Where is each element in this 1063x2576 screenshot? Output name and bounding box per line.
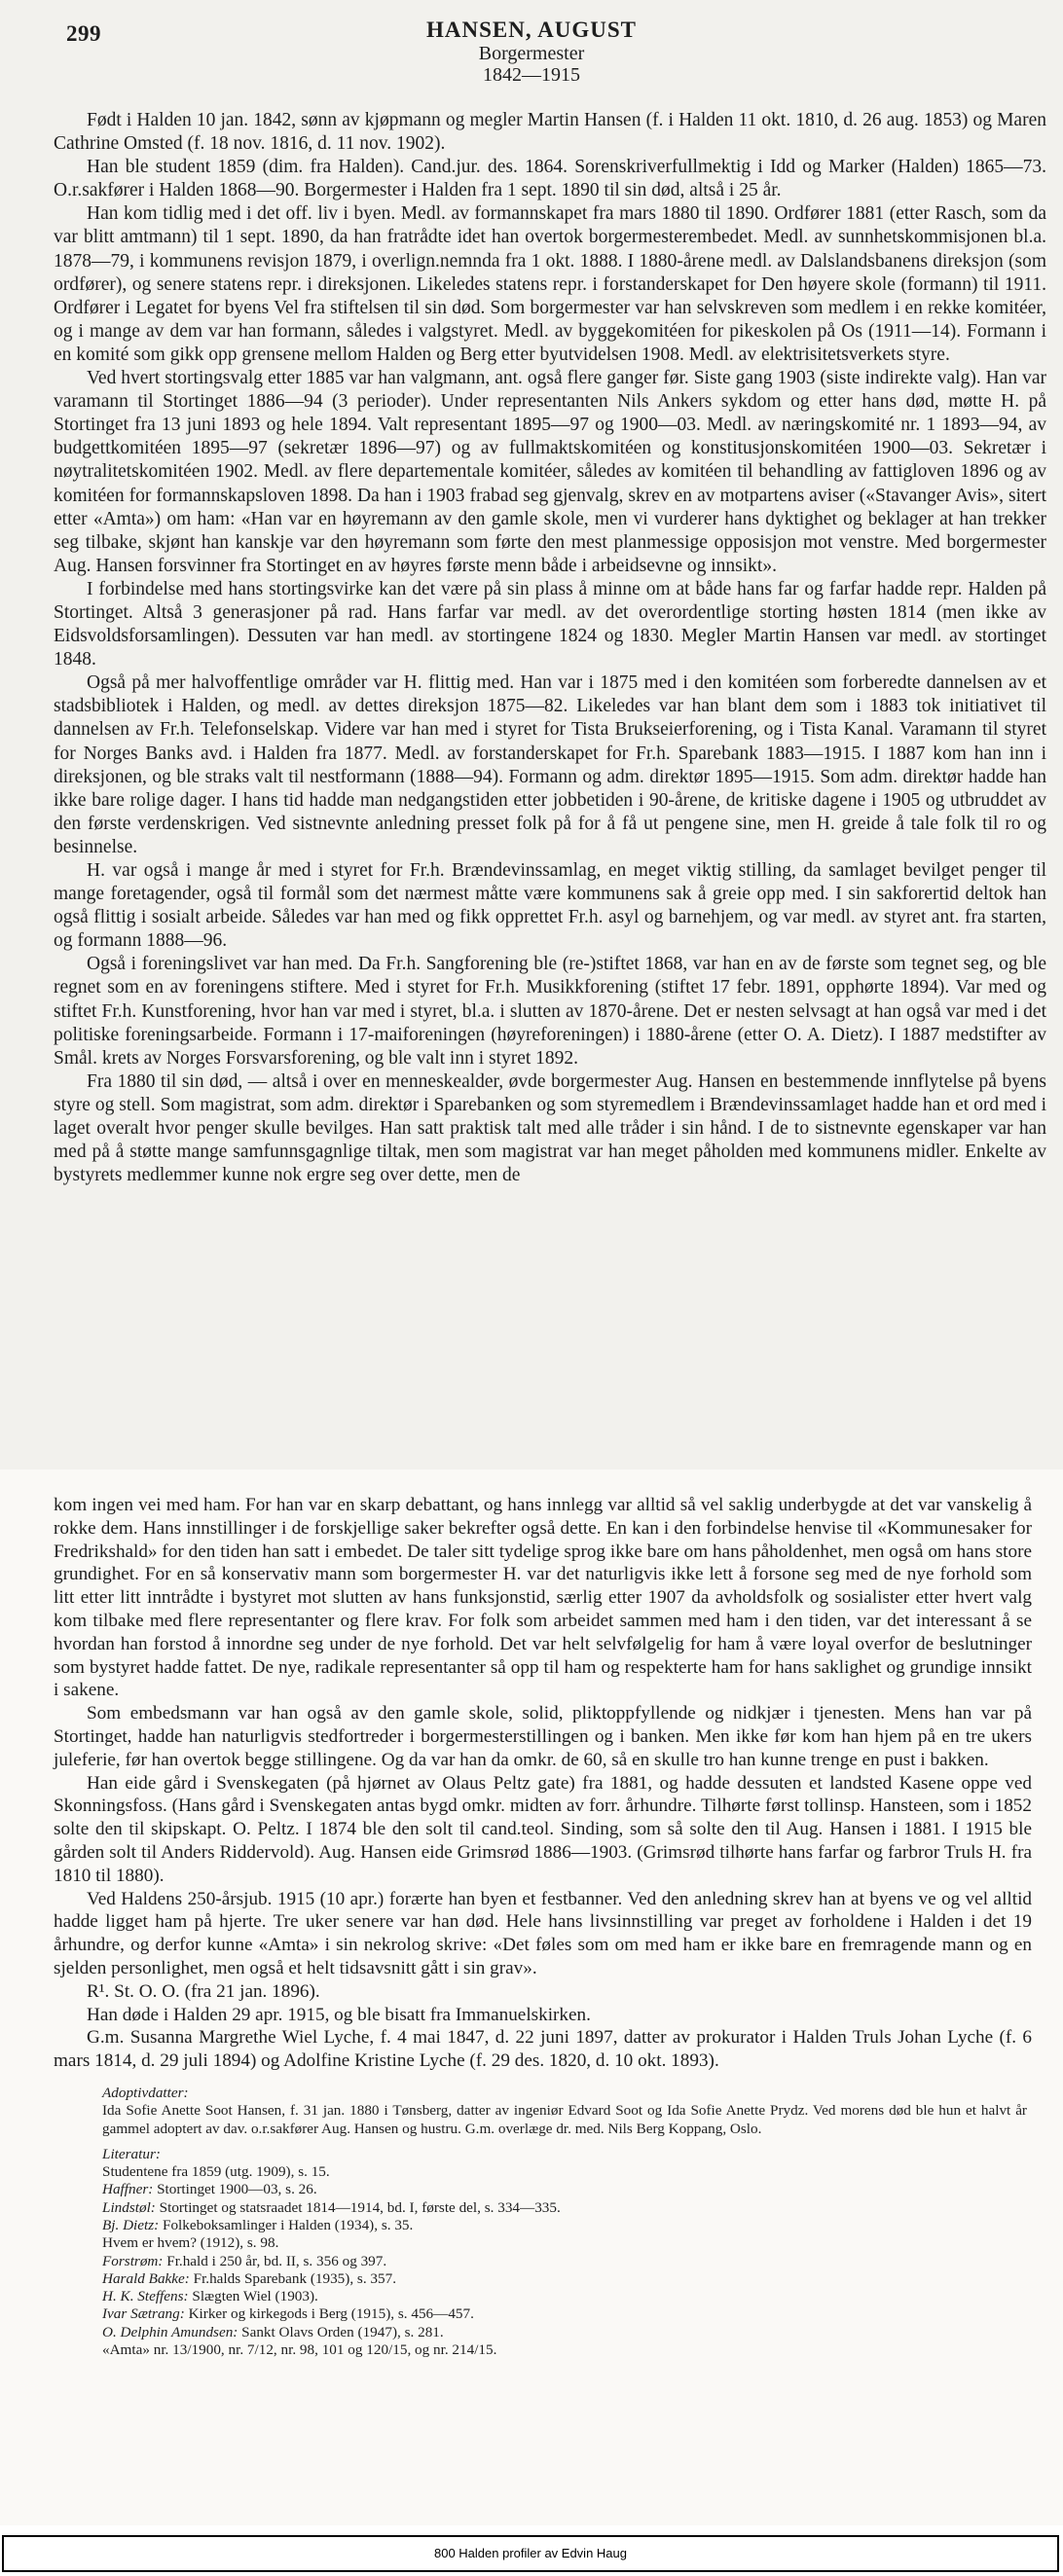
- adopted-text: Ida Sofie Anette Soot Hansen, f. 31 jan. 1880 i Tønsberg, datter av ingeniør Edvard Soot og Ida Sofie Anette Prydz. Ved morens død ble hun et halvt år gammel adoptert av dav. o.r.sakfører Aug. Hansen og hustru. G.m. overlæge dr. med. Nils Berg Koppang, Oslo.: [102, 2102, 1027, 2137]
- paragraph: Han kom tidlig med i det off. liv i byen. Medl. av formannskapet fra mars 1880 til 1890. Ordfører 1881 (etter Rasch, som da var blitt amtmann) til 1 sept. 1890, da han fratrådte idet han overtok borgermesterembedet. Medl. av sunnhetskommisjonen bl.a. 1878—79, i kommunens revisjon 1879, i overlign.nemnda fra 1 okt. 1888. I 1880-årene medl. av Dalslandsbanens direksjon (som ordfører), og senere statens repr. i direksjonen. Likeledes statens repr. i forstanderskapet for Den høyere skole (formann) til 1911. Ordfører i Legatet for byens Vel fra stiftelsen til sin død. Som borgermester var han selvskreven som medlem i en rekke komitéer, og i mange av dem var han formann, således i valgstyret. Medl. av byggekomitéen for pikeskolen på Os (1911—14). Formann i en komité som gikk opp grensene mellom Halden og Berg etter byutvidelsen 1908. Medl. av elektrisitetsverkets styre.: [54, 203, 1046, 365]
- entry-header: [0, 18, 1063, 86]
- footer-caption: 800 Halden profiler av Edvin Haug: [2, 2535, 1059, 2572]
- paragraph: H. var også i mange år med i styret for Fr.h. Brændevinssamlag, en meget viktig stilling, da samlaget bevilget penger til mange foretagender, også til formål som det nærmest måtte være kommunens sak å greie opp med. I sin sakforertid deltok han også flittig i sosialt arbeide. Således var han med og fikk opprettet Fr.h. asyl og barnehjem, og var medl. av styret ant. fra starten, og formann 1888—96.: [54, 860, 1046, 952]
- marriage-line: G.m. Susanna Margrethe Wiel Lyche, f. 4 mai 1847, d. 22 juni 1897, datter av prokurator i Halden Truls Johan Lyche (f. 6 mars 1814, d. 29 juli 1894) og Adolfine Kristine Lyche (f. 29 des. 1820, d. 10 okt. 1893).: [54, 2027, 1032, 2072]
- paragraph: Født i Halden 10 jan. 1842, sønn av kjøpmann og megler Martin Hansen (f. i Halden 11 okt. 1810, d. 26 aug. 1853) og Maren Cathrine Omsted (f. 18 nov. 1816, d. 11 nov. 1902).: [54, 110, 1046, 155]
- notes-block: [102, 2085, 1027, 2359]
- literature-author: Lindstøl:: [102, 2198, 156, 2216]
- adopted-heading: Adoptivdatter:: [102, 2084, 189, 2101]
- entry-title: Borgermester: [478, 43, 585, 64]
- literature-author: Bj. Dietz:: [102, 2217, 160, 2233]
- literature-text: Stortinget og statsraadet 1814—1914, bd. I, første del, s. 334—335.: [159, 2198, 561, 2216]
- literature-text: Stortinget 1900—03, s. 26.: [157, 2181, 317, 2198]
- entry-name: HANSEN, AUGUST: [426, 18, 637, 42]
- literature-item: [102, 2163, 1027, 2181]
- order-line: R¹. St. O. O. (fra 21 jan. 1896).: [87, 1980, 320, 2002]
- paragraph: kom ingen vei med ham. For han var en skarp debattant, og hans innlegg var alltid så vel saklig underbygde at det var vanskelig å rokke dem. Hans innstillinger i de forskjellige saker bekrefter også dette. En kan i den forbindelse henvise til «Kommunesaker for Fredrikshald» for den tiden han satt i embedet. De taler sitt tydelige sprog ikke bare om hans påholdenhet, men også om hans store grundighet. For en så konservativ mann som borgermester H. var det naturligvis ikke lett å forsone seg med de nye forhold som litt etter litt inntrådte i bystyret mot slutten av hans funksjonstid, særlig etter 1907 da avholdsfolk og sosialister etter hvert valg kom tilbake med flere representanter og flere krav. For folk som arbeidet sammen med ham i den tiden, var det interessant å se hvordan han forstod å innordne seg under de nye forhold. Det var helt selvfølgelig for ham å være loyal overfor de beslutninger som bystyret hadde fattet. De nye, radikale representanter så opp til ham og respekterte ham for hans saklighet og grundige innsikt i sakene.: [54, 1495, 1032, 1701]
- page-number: 299: [66, 21, 101, 46]
- literature-author: H. K. Steffens:: [102, 2288, 189, 2305]
- paragraph: Som embedsmann var han også av den gamle skole, solid, pliktoppfyllende og nidkjær i tjenesten. Mens han var på Stortinget, hadde han naturligvis stedfortreder i borgermesterstillingen og i banken. Men ikke før kom han hjem på en tre ukers juleferie, før han overtok begge stillingene. Og da var han da omkr. de 60, så en skulle tro han kunne trenge en pust i bakken.: [54, 1703, 1032, 1770]
- literature-item: [102, 2305, 1027, 2323]
- paragraph: Også i foreningslivet var han med. Da Fr.h. Sangforening ble (re-)stiftet 1868, var han en av de første som tegnet seg, og ble regnet som en av foreningens stiftere. Med i styret for Fr.h. Musikkforening (stiftet 17 febr. 1891, opphørte 1894). Var med og stiftet Fr.h. Kunstforening, hvor han var med i styret, bl.a. i slutten av 1870-årene. Det er nesten selvsagt at han også var med i det politiske foreningsarbeide. Formann i 17-maiforeningen (høyreforeningen) i 1880-årene (etter O. A. Dietz). I 1887 medstifter av Smål. krets av Norges Forsvarsforening, og ble valt inn i styret 1892.: [54, 954, 1046, 1069]
- literature-item: [102, 2253, 1027, 2270]
- biography-part-two: [54, 1494, 1032, 2359]
- literature-item: [102, 2324, 1027, 2341]
- literature-text: Slægten Wiel (1903).: [192, 2288, 318, 2305]
- paragraph: Ved hvert stortingsvalg etter 1885 var han valgmann, ant. også flere ganger før. Siste gang 1903 (siste indirekte valg). Han var varamann til Stortinget 1886—94 (3 perioder). Under representanten Nils Ankers sykdom og etter hans død, møtte H. på Stortinget fra 13 juni 1893 og hele 1894. Valt representant 1895—97 og 1900—03. Medl. av næringskomité nr. 1 1893—94, av budgettkomitéen 1895—97 (sekretær 1896—97) og av fullmaktskomitéen og konstitusjonskomitéen 1900—03. Sekretær i nøytralitetskomitéen 1902. Medl. av flere departementale komitéer, således av komitéen til behandling av fattigloven 1896 og av komitéen for formannskapsloven 1898. Da han i 1903 frabad seg gjenvalg, skrev en av motpartens aviser («Stavanger Avis», sitert etter «Amta») om ham: «Han var en høyremann av den gamle skole, men vi vurderer hans dyktighet og beklager at han trekker seg tilbake, skjønt han kanskje var den høyremann som førte den mest planmessige opposisjon mot venstre. Med borgermester Aug. Hansen forsvinner fra Stortinget en av høyres første menn både i arbeidsevne og innsikt».: [54, 368, 1046, 576]
- literature-item: [102, 2181, 1027, 2198]
- literature-text: Folkeboksamlinger i Halden (1934), s. 35.: [163, 2217, 414, 2233]
- literature-text: Sankt Olavs Orden (1947), s. 281.: [241, 2323, 444, 2340]
- literature-heading: Literatur:: [102, 2145, 161, 2162]
- entry-years: 1842—1915: [483, 64, 580, 86]
- paragraph: Ved Haldens 250-årsjub. 1915 (10 apr.) forærte han byen et festbanner. Ved den anledning skrev han at byens ve og vel alltid hadde ligget ham på hjerte. Tre uker senere var han død. Hele hans livsinnstilling var preget av forholdene i Halden i det 19 århundre, og derfor kunne «Amta» i sin nekrolog skrive: «Det føles som om med ham er ikke bare en fremragende mann og en sjelden personlighet, men også et helt tidsavsnitt gått i sin grav».: [54, 1888, 1032, 1978]
- literature-item: [102, 2288, 1027, 2305]
- paragraph: Han ble student 1859 (dim. fra Halden). Cand.jur. des. 1864. Sorenskriverfullmektig i Idd og Marker (Halden) 1865—73. O.r.sakfører i Halden 1868—90. Borgermester i Halden fra 1 sept. 1890 til sin død, altså i 25 år.: [54, 157, 1046, 201]
- literature-text: Kirker og kirkegods i Berg (1915), s. 456—457.: [188, 2305, 474, 2323]
- literature-author: Haffner:: [102, 2181, 154, 2198]
- literature-item: [102, 2217, 1027, 2234]
- literature-author: O. Delphin Amundsen:: [102, 2323, 238, 2340]
- literature-item: [102, 2270, 1027, 2288]
- literature-author: Forstrøm:: [102, 2252, 164, 2269]
- literature-item: [102, 2199, 1027, 2217]
- paragraph: Fra 1880 til sin død, — altså i over en menneskealder, øvde borgermester Aug. Hansen en bestemmende innflytelse på byens styre og stell. Som magistrat, som adm. direktør i Sparebanken og som styremedlem i Brændevinssamlaget hadde han et ord med i laget overalt hvor penger skulle bevilges. Han satt praktisk talt med alle tråder i sin hånd. I de to sistnevnte egenskaper var han med på å støtte mange samfunnsgagnlige tiltak, men som magistrat var han meget påholden med kommunens midler. Enkelte av bystyrets medlemmer kunne nok ergre seg over dette, men de: [54, 1070, 1046, 1186]
- literature-text: «Amta» nr. 13/1900, nr. 7/12, nr. 98, 101 og 120/15, og nr. 214/15.: [102, 2341, 497, 2359]
- biography-part-one: [54, 109, 1046, 1187]
- literature-item: [102, 2234, 1027, 2252]
- paragraph: Han eide gård i Svenskegaten (på hjørnet av Olaus Peltz gate) fra 1881, og hadde dessuten et landsted Kasene oppe ved Skonningsfoss. (Hans gård i Svenskegaten antas bygd omkr. midten av forr. århundre. Tilhørte først tollinsp. Hansteen, som i 1852 solte den til skipskapt. O. Peltz. I 1874 ble den solt til cand.teol. Sinding, som så solte den til Aug. Hansen i 1881. I 1915 ble gården solt til Anders Riddervold). Aug. Hansen eide Grimsrød 1886—1903. (Grimsrød tilhørte hans farfar og farbror Truls H. fra 1810 til 1880).: [54, 1772, 1032, 1886]
- death-line: Han døde i Halden 29 apr. 1915, og ble bisatt fra Immanuelskirken.: [87, 2004, 591, 2025]
- paragraph: Også på mer halvoffentlige områder var H. flittig med. Han var i 1875 med i den komitéen som forberedte dannelsen av et stadsbibliotek i Halden, og medl. av dettes direksjon 1875—82. Likeledes var han blant dem som i 1883 tok initiativet til dannelsen av Fr.h. Telefonselskap. Videre var han med i styret for Tista Brukseierforening, og i Tista Kanal. Varamann til styret for Norges Banks avd. i Halden fra 1877. Medl. av forstanderskapet for Fr.h. Sparebank 1883—1915. I 1887 kom han inn i direksjonen, og ble straks valt til nestformann (1888—94). Formann og adm. direktør 1895—1915. Som adm. direktør hadde han ikke bare rolige dager. I hans tid hadde man nedgangstiden etter jobbetiden i 90-årene, de kritiske dagene i 1905 og utbruddet av den første verdenskrigen. Ved sistnevnte anledning presset folk på for å få ut pengene sine, men H. greide å tale folk til ro og besinnelse.: [54, 672, 1046, 857]
- literature-text: Hvem er hvem? (1912), s. 98.: [102, 2234, 279, 2252]
- literature-item: [102, 2341, 1027, 2359]
- paragraph: I forbindelse med hans stortingsvirke kan det være på sin plass å minne om at både hans far og farfar hadde repr. Halden på Stortinget. Altså 3 generasjoner på rad. Hans farfar var medl. av det overordentlige storting høsten 1814 (men ikke av Eidsvoldsforsamlingen). Dessuten var han medl. av stortingene 1824 og 1830. Megler Martin Hansen var medl. av stortinget 1848.: [54, 578, 1046, 671]
- literature-text: Studentene fra 1859 (utg. 1909), s. 15.: [102, 2163, 330, 2181]
- literature-author: Harald Bakke:: [102, 2269, 190, 2287]
- literature-list: [102, 2163, 1027, 2359]
- literature-text: Fr.halds Sparebank (1935), s. 357.: [193, 2269, 397, 2287]
- literature-text: Fr.hald i 250 år, bd. II, s. 356 og 397.: [166, 2252, 387, 2269]
- literature-author: Ivar Sætrang:: [102, 2305, 185, 2323]
